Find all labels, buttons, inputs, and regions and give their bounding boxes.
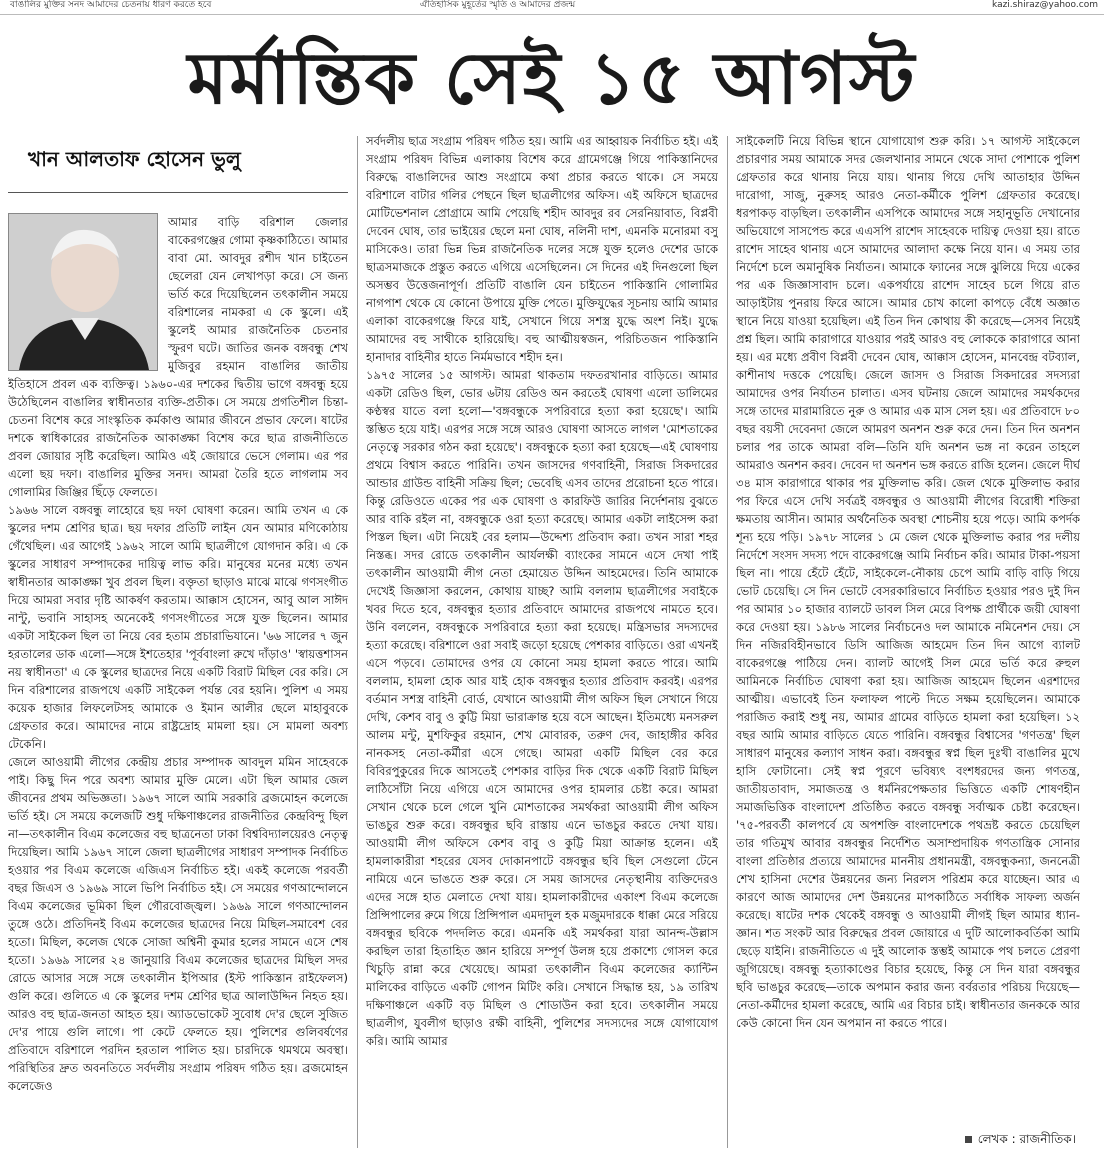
article-text-5: ১৯৭৫ সালের ১৫ আগস্ট। আমরা থাকতাম দফতরখানার বাড়িতে। আমার একটা রেডিও ছিল, ভোর ৬টায় রেডিও অন করতেই ঘোষণা এলো ডালিমের কণ্ঠস্বর যাতে বলা হলো—'বঙ্গবন্ধুকে সপরিবারে হত্যা করা হয়েছে'। আমি স্তম্ভিত হয়ে যাই। এরপর সঙ্গে সঙ্গে আরও ঘোষণা আসতে লাগল 'মোশতাকের নেতৃত্বে সরকার গঠন করা হয়েছে'। বঙ্গবন্ধুকে হত্যা করা হয়েছে—এই ঘোষণায় প্রথমে বিশ্বাস করতে পারিনি। তখন জাসদের গণবাহিনী, সিরাজ সিকদারের আন্ডার গ্রাউন্ড বাহিনী সক্রিয় ছিল; ভেবেছি এসব তাদের প্ররোচনা হতে পারে। কিন্তু রেডিওতে একের পর এক ঘোষণা ও কারফিউ জারির নির্দেশনায় বুঝতে আর বাকি রইল না, বঙ্গবন্ধুকে ওরা হত্যা করেছে। আমার একটা লাইসেন্স করা পিস্তল ছিল। এটা নিয়েই বের হলাম—উদ্দেশ্য প্রতিবাদ করা। তখন সারা শহর নিস্তব্ধ। সদর রোডে তৎকালীন আর্যলক্ষী ব্যাংকের সামনে এসে দেখা পাই তৎকালীন আওয়ামী লীগ নেতা হেমায়েত উদ্দিন আহমেদের। তিনি আমাকে দেখেই জিজ্ঞাসা করলেন, কোথায় যাচ্ছ? আমি বললাম ছাত্রলীগের সবাইকে খবর দিতে হবে, বঙ্গবন্ধুর হত্যার প্রতিবাদে আমাদের রাজপথে নামতে হবে। উনি বললেন, বঙ্গবন্ধুকে সপরিবারে হত্যা করা হয়েছে। মন্ত্রিসভার সদস্যদের হত্যা করেছে। বরিশালে ওরা সবাই জড়ো হয়েছে পেশকার বাড়িতে। ওরা এখনই এসে পড়বে। তোমাদের ওপর যে কোনো সময় হামলা করতে পারে। আমি বললাম, হামলা হোক আর যাই হোক বঙ্গবন্ধুর হত্যার প্রতিবাদ করবই। এরপর বর্তমান সশস্ত্র বাহিনী বোর্ড, যেখানে আওয়ামী লীগ অফিস ছিল সেখানে গিয়ে দেখি, কেশব বাবু ও কুট্টি মিয়া ভারাক্রান্ত হয়ে বসে আছেন। ইতিমধ্যে মনসরুল আলম মন্টু, মুশফিকুর রহমান, শেখ মোবারক, তরুণ দেব, জাহাঙ্গীর কবির নানকসহ নেতা-কর্মীরা এসে গেছে। আমরা একটি মিছিল বের করে বিবিরপুকুরের দিকে আসতেই পেশকার বাড়ির দিক থেকে একটি বিরাট মিছিল লাঠিসোঁটা নিয়ে এগিয়ে এসে আমাদের ওপর হামলার চেষ্টা করে। আমরা সেখান থেকে চলে গেলে খুনি মোশতাকের সমর্থকরা আওয়ামী লীগ অফিস ভাঙচুর শুরু করে। বঙ্গবন্ধুর ছবি রাস্তায় এনে ভাঙচুর করতে দেখা যায়। আওয়ামী লীগ অফিসে কেশব বাবু ও কুট্টি মিয়া আক্রান্ত হলেন। এই হামলাকারীরা শহরের যেসব দোকানপাটে বঙ্গবন্ধুর ছবি ছিল সেগুলো টেনে নামিয়ে এনে ভাঙতে শুরু করে। সে সময় জাসদের নেতৃস্থানীয় ব্যক্তিদেরও এদের সঙ্গে হাত মেলাতে দেখা যায়। হামলাকারীদের একাংশ বিএম কলেজে প্রিন্সিপালের রুমে গিয়ে প্রিন্সিপাল এমদাদুল হক মজুমদারকে ধাক্কা মেরে সরিয়ে বঙ্গবন্ধুর ছবিকে পদদলিত করে। এমনকি এই সমর্থকরা যারা আনন্দ-উল্লাস করছিল তারা হিতাহিত জ্ঞান হারিয়ে সম্পূর্ণ উলঙ্গ হয়ে প্রকাশ্যে গোসল করে খিচুড়ি রান্না করে খেয়েছে। আমরা তৎকালীন বিএম কলেজের ক্যান্টিন মালিকের বাড়িতে একটি গোপন মিটিং করি। সেখানে সিদ্ধান্ত হয়, ১৯ তারিখ দক্ষিণাঞ্চলে একটি বড় মিছিল ও শোডাউন করা হবে। তৎকালীন সময়ে ছাত্রলীগ, যুবলীগ ছাড়াও রক্ষী বাহিনী, পুলিশের সদস্যদের সঙ্গে যোগাযোগ করি। আমি আমার: [366, 368, 718, 1048]
author-note-label: লেখক : রাজনীতিক।: [977, 1132, 1076, 1146]
article-text-4: সর্বদলীয় ছাত্র সংগ্রাম পরিষদ গঠিত হয়। আমি এর আহ্বায়ক নির্বাচিত হই। এই সংগ্রাম পরিষদ বিভিন্ন এলাকায় বিশেষ করে গ্রামেগঞ্জে গিয়ে পাকিস্তানিদের বিরুদ্ধে বাঙালিদের আশু সংগ্রামে কথা প্রচার করতে থাকে। সে সময়ে বরিশালে বাটার গলির পেছনে ছিল ছাত্রলীগের অফিস। এই অফিসে ছাত্রদের মোটিভেশনাল প্রোগ্রামে আমি পেয়েছি শহীদ আবদুর রব সেরনিয়াবাত, বিপ্লবী দেবেন ঘোষ, তার ভাইয়ের ছেলে মনা ঘোষ, নলিনী দাশ, এমনকি মনোরমা বসু মাসিকেও। তারা ভিন্ন ভিন্ন রাজনৈতিক দলের সঙ্গে যুক্ত হলেও দেশের ডাকে ছাত্রসমাজকে প্রস্তুত করতে এগিয়ে এসেছিলেন। সে দিনের এই দিনগুলো ছিল অসম্ভব উত্তেজনাপূর্ণ। প্রতিটি বাঙালি যেন চাইতেন পাকিস্তানি গোলামির নাগপাশ থেকে যে কোনো উপায়ে মুক্তি পেতে। মুক্তিযুদ্ধের সূচনায় আমি আমার এলাকা বাকেরগঞ্জে ফিরে যাই, সেখানে গিয়ে সশস্ত্র যুদ্ধে অংশ নিই। যুদ্ধে আমাদের বহু সাথীকে হারিয়েছি। বহু আত্মীয়স্বজন, পরিচিতজন পাকিস্তানি হানাদার বাহিনীর হাতে নির্মমভাবে শহীদ হন।: [366, 134, 718, 364]
article-text-1: আমার বাড়ি বরিশাল জেলার বাকেরগঞ্জের গোমা কৃষ্ণকাঠিতে। আমার বাবা মো. আবদুর রশীদ খান চাইতেন ছেলেরা যেন লেখাপড়া করে। সে জন্য ভর্তি করে দিয়েছিলেন তৎকালীন সময়ে বরিশালের নামকরা এ কে স্কুলে। এই স্কুলেই আমার রাজনৈতিক চেতনার স্ফুরণ ঘটে। জাতির জনক বঙ্গবন্ধু শেখ মুজিবুর রহমান বাঙালির জাতীয় ইতিহাসে প্রবল এক ব্যক্তিত্ব। ১৯৬০-এর দশকের দ্বিতীয় ভাগে বঙ্গবন্ধু হয়ে উঠেছিলেন বাঙালির স্বাধীনতার ব্যক্তি-প্রতীক। সে সময়ে প্রগতিশীল চিন্তা-চেতনা বিশেষ করে সাংস্কৃতিক কর্মকাণ্ড আমার জীবনে প্রভাব ফেলে। ষাটের দশকে স্বাধিকারের রাজনৈতিক আকাঙ্ক্ষা বিশেষ করে ছাত্র রাজনীতিতে প্রবল জোয়ার সৃষ্টি করেছিল। আমিও এই জোয়ারে ভেসে গেলাম। এর পর এলো ছয় দফা। বাঙালির মুক্তির সনদ। আমরা তৈরি হতে লাগলাম সব গোলামির জিঞ্জির ছিঁড়ে ফেলতে।: [8, 215, 348, 499]
byline-rule: [8, 192, 348, 193]
column-2: [366, 132, 718, 1162]
article-text-2: ১৯৬৬ সালে বঙ্গবন্ধু লাহোরে ছয় দফা ঘোষণা করেন। আমি তখন এ কে স্কুলের দশম শ্রেণির ছাত্র। ছয় দফার প্রতিটি লাইন যেন আমার মণিকোঠায় গেঁথেছিল। এর আগেই ১৯৬২ সালে আমি ছাত্রলীগে যোগদান করি। এ কে স্কুলের সাধারণ সম্পাদকের দায়িত্ব লাভ করি। মানুষের মনের মধ্যে তখন স্বাধীনতার আকাঙ্ক্ষা খুব প্রবল ছিল। বক্তৃতা ছাড়াও মাঝে মাঝে গণসংগীত দিয়ে আমরা সবার দৃষ্টি আকর্ষণ করতাম। আক্কাস হোসেন, আবু আল সাঈদ নান্টু, ভবানি সাহাসহ অনেকেই গণসংগীতের সঙ্গে যুক্ত ছিলেন। আমার একটা সাইকেল ছিল তা নিয়ে বের হতাম প্রচারাভিযানে। '৬৬ সালের ৭ জুন হরতালের ডাক এলো—সঙ্গে ইশতেহার 'পূর্ববাংলা রুখে দাঁড়াও' 'স্বায়ত্তশাসন নয় স্বাধীনতা' এ কে স্কুলের ছাত্রদের নিয়ে একটি বিরাট মিছিল বের করি। সে দিন বরিশালের রাজপথে একটি সাইকেল পর্যন্ত বের হয়নি। পুলিশ এ সময় কয়েক হাজার লিফলেটসহ আমাকে ও ইমান আলীর ছেলে মাহাবুবকে গ্রেফতার করে। আমাদের নামে রাষ্ট্রদ্রোহ মামলা হয়। সে মামলা অবশ্য টেকেনি।: [8, 503, 348, 751]
article-text-3: জেলে আওয়ামী লীগের কেন্দ্রীয় প্রচার সম্পাদক আবদুল মমিন সাহেবকে পাই। কিছু দিন পরে অবশ্য আমার মুক্তি মেলে। এটা ছিল আমার জেল জীবনের প্রথম অভিজ্ঞতা। ১৯৬৭ সালে আমি সরকারি ব্রজমোহন কলেজে ভর্তি হই। সে সময়ে কলেজটি শুধু দক্ষিণাঞ্চলের রাজনীতির কেন্দ্রবিন্দু ছিল না—তৎকালীন বিএম কলেজের বহু ছাত্রনেতা ঢাকা বিশ্ববিদ্যালয়েরও নেতৃত্ব দিয়েছিল। আমি ১৯৬৭ সালে জেলা ছাত্রলীগের সাধারণ সম্পাদক নির্বাচিত হওয়ার পর বিএম কলেজে এজিএস নির্বাচিত হই। একই কলেজে পরবর্তী বছর জিএস ও ১৯৬৯ সালে ভিপি নির্বাচিত হই। সে সময়ের গণআন্দোলনে বিএম কলেজের ভূমিকা ছিল গৌরবোজ্জ্বল। ১৯৬৯ সালে গণআন্দোলন তুঙ্গে ওঠে। প্রতিদিনই বিএম কলেজের ছাত্রদের নিয়ে মিছিল-সমাবেশ বের হতো। মিছিল, কলেজ থেকে সোজা অশ্বিনী কুমার হলের সামনে এসে শেষ হতো। ১৯৬৯ সালের ২৪ জানুয়ারি বিএম কলেজের ছাত্রদের মিছিল সদর রোডে আসার সঙ্গে সঙ্গে তৎকালীন ইপিআর (ইস্ট পাকিস্তান রাইফেলস) গুলি করে। গুলিতে এ কে স্কুলের দশম শ্রেণির ছাত্র আলাউদ্দিন নিহত হয়। আরও বহু ছাত্র-জনতা আহত হয়। অ্যাডভোকেট সুবোধ দে'র ছেলে সুজিত দে'র পায়ে গুলি লাগে। পা কেটে ফেলতে হয়। পুলিশের গুলিবর্ষণের প্রতিবাদে বরিশালে পরদিন হরতাল পালিত হয়। চারদিকে থমথমে অবস্থা। পরিস্থিতির দ্রুত অবনতিতে সর্বদলীয় সংগ্রাম পরিষদ গঠিত হয়। ব্রজমোহন কলেজেও: [8, 755, 348, 1093]
top-strip-left-text: বাঙালির মুক্তির সনদ আমাদের চেতনায় ধারণ করতে হবে: [10, 0, 212, 10]
author-photo: [8, 213, 158, 371]
author-byline: খান আলতাফ হোসেন ভুলু: [28, 147, 241, 171]
author-portrait-icon: [9, 214, 157, 370]
column-divider: [357, 136, 358, 1148]
top-strip-email: kazi.shiraz@yahoo.com: [992, 0, 1098, 10]
author-note: [965, 1130, 1076, 1148]
top-strip-mid-text: ঐতিহাসিক মুহূর্তের স্মৃতি ও আমাদের প্রজন্ম: [420, 0, 576, 10]
column-1: [8, 130, 348, 1160]
article-text-6: সাইকেলটি নিয়ে বিভিন্ন স্থানে যোগাযোগ শুরু করি। ১৭ আগস্ট সাইকেলে প্রচারণার সময় আমাকে সদর জেলখানার সামনে থেকে সাদা পোশাকে পুলিশ গ্রেফতার করে থানায় নিয়ে যায়। থানায় গিয়ে দেখি আতাহার উদ্দিন দারোগা, সাজু, নুরুসহ আরও নেতা-কর্মীকে পুলিশ গ্রেফতার করেছে। ধরপাকড় বাড়ছিল। তৎকালীন এসপিকে আমাদের সঙ্গে সহানুভূতি দেখানোর অভিযোগে সাসপেন্ড করে এএসপি রাশেদ সাহেবকে দায়িত্ব দেওয়া হয়। রাতে রাশেদ সাহেব থানায় এসে আমাদের আলাদা কক্ষে নিয়ে যান। এ সময় তার নির্দেশে চলে অমানুষিক নির্যাতন। আমাকে ফ্যানের সঙ্গে ঝুলিয়ে দিয়ে একের পর এক জিজ্ঞাসাবাদ চলে। একপর্যায়ে রাশেদ সাহেব চলে গিয়ে রাত আড়াইটায় পুনরায় ফিরে আসে। আমার চোখ কালো কাপড়ে বেঁধে অজ্ঞাত স্থানে নিয়ে যাওয়া হয়েছিল। এই তিন দিন কোথায় কী করেছে—সেসব নিয়েই প্রশ্ন ছিল। আমি কারাগারে যাওয়ার পরই আরও বহু লোককে কারাগারে আনা হয়। এর মধ্যে প্রবীণ বিপ্লবী দেবেন ঘোষ, আক্কাস হোসেন, মানবেন্দ্র বটব্যাল, কাশীনাথ দত্তকে পেয়েছি। জেলে জাসদ ও সিরাজ সিকদারের সদস্যরা আমাদের ওপর নির্যাতন চালাত। এসব ঘটনায় জেলে আমাদের সমর্থকদের সঙ্গে তাদের মারামারিতে নুরু ও আমার এক মাস সেল হয়। এর প্রতিবাদে ৮০ বছর বয়সী দেবেনদা জেলে আমরণ অনশন শুরু করে দেন। তিন দিন অনশন চলার পর তাকে আমরা বলি—তিনি যদি অনশন ভঙ্গ না করেন তাহলে আমরাও অনশন করব। দেবেন দা অনশন ভঙ্গ করতে রাজি হলেন। জেলে দীর্ঘ ৩৪ মাস কারাগারে থাকার পর মুক্তিলাভ করি। জেল থেকে মুক্তিলাভ করার পর ফিরে এসে দেখি সর্বত্রই বঙ্গবন্ধুর ও আওয়ামী লীগের বিরোধী শক্তিরা ক্ষমতায় আসীন। আমার অর্থনৈতিক অবস্থা শোচনীয় হয়ে পড়ে। আমি কপর্দক শূন্য হয়ে পড়ি। ১৯৭৮ সালের ১ মে জেল থেকে মুক্তিলাভ করার পর দলীয় নির্দেশে সংসদ সদস্য পদে বাকেরগঞ্জে আমি নির্বাচন করি। আমার টাকা-পয়সা ছিল না। পায়ে হেঁটে হেঁটে, সাইকেলে-নৌকায় চেপে আমি বাড়ি বাড়ি গিয়ে ভোট চেয়েছি। সে দিন ভোটে বেসরকারিভাবে নির্বাচিত হওয়ার পরও দুই দিন পর আমার ১০ হাজার ব্যালটে ডাবল সিল মেরে বিপক্ষ প্রার্থীকে জয়ী ঘোষণা করে দেওয়া হয়। ১৯৮৬ সালের নির্বাচনেও দল আমাকে নমিনেশন দেয়। সে দিন নজিরবিহীনভাবে ডিসি আজিজ আহমেদ তিন দিন আগে ব্যালট বাকেরগঞ্জে পাঠিয়ে দেন। ব্যালট আগেই সিল মেরে ভর্তি করে রুহুল আমিনকে নির্বাচিত ঘোষণা করা হয়। আজিজ আহমেদ ছিলেন এরশাদের আত্মীয়। এভাবেই তিন ফলাফল পাল্টে দিতে সক্ষম হয়েছিলেন। আমাকে পরাজিত করাই শুধু নয়, আমার গ্রামের বাড়িতে হামলা করা হয়েছিল। ১২ বছর আমি আমার বাড়িতে যেতে পারিনি। বঙ্গবন্ধুর বিশ্বাসের 'গণতন্ত্র' ছিল সাধারণ মানুষের কল্যাণ সাধন করা। বঙ্গবন্ধুর স্বপ্ন ছিল দুঃখী বাঙালির মুখে হাসি ফোটানো। সেই স্বপ্ন পূরণে ভবিষ্যৎ বংশধরদের জন্য গণতন্ত্র, জাতীয়তাবাদ, সমাজতন্ত্র ও ধর্মনিরপেক্ষতার ভিত্তিতে একটি শোষণহীন সমাজভিত্তিক বাংলাদেশ প্রতিষ্ঠিত করতে বঙ্গবন্ধু সর্বাত্মক চেষ্টা করেছেন। '৭৫-পরবর্তী কালপর্বে যে অপশক্তি বাংলাদেশকে পথভ্রষ্ট করতে চেয়েছিল তার গতিমুখ আবার বঙ্গবন্ধুর নির্দেশিত অসাম্প্রদায়িক গণতান্ত্রিক সোনার বাংলা প্রতিষ্ঠার প্রত্যয়ে আমাদের মাননীয় প্রধানমন্ত্রী, বঙ্গবন্ধুকন্যা, জননেত্রী শেখ হাসিনা দেশের উন্নয়নের জন্য নিরলস পরিশ্রম করে যাচ্ছেন। আর এ কারণে আজ আমাদের দেশ উন্নয়নের মাপকাঠিতে সর্বাধিক সাফল্য অর্জন করেছে। ষাটের দশক থেকেই বঙ্গবন্ধু ও আওয়ামী লীগই ছিল আমার ধ্যান-জ্ঞান। শত সংকট আর বিরুদ্ধের প্রবল জোয়ারে এ দুটি আলোকবর্তিকা আমি ছেড়ে যাইনি। রাজনীতিতে এ দুই আলোক স্তম্ভই আমাকে পথ চলতে প্রেরণা জুগিয়েছে। বঙ্গবন্ধু হত্যাকাণ্ডের বিচার হয়েছে, কিন্তু সে দিন যারা বঙ্গবন্ধুর ছবি ভাঙচুর করেছে—তাকে অপমান করার জন্য বর্বরতার পরিচয় দিয়েছে—নেতা-কর্মীদের হামলা করেছে, আমি এর বিচার চাই। স্বাধীনতার জনককে আর কেউ কোনো দিন যেন অপমান না করতে পারে।: [736, 134, 1080, 1030]
square-bullet-icon: [965, 1136, 972, 1143]
top-strip: [0, 0, 1104, 15]
headline: মর্মান্তিক সেই ১৫ আগস্ট: [187, 35, 917, 120]
column-divider: [727, 136, 728, 1148]
column-3: [736, 132, 1080, 1162]
